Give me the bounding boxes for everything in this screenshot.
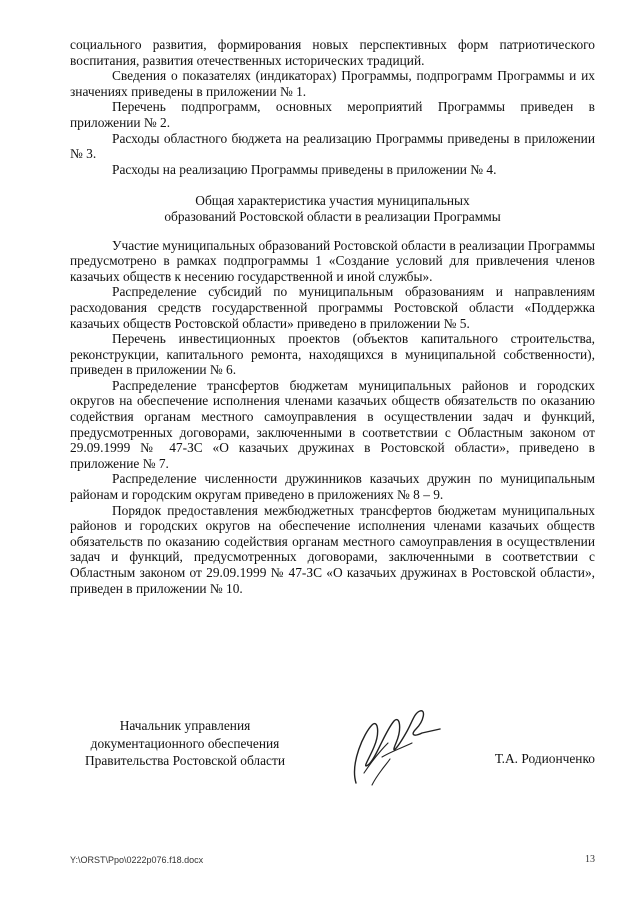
paragraph-subsidy-distribution: Распределение субсидий по муниципальным образованиям и направлениям расходования средств государственной программы Ростовской области «Поддержка казачьих обществ Ростовской области» приведено в приложении № 5. bbox=[70, 284, 595, 331]
paragraph-continuation: социального развития, формирования новых перспективных форм патриотического воспитания, развития отечественных исторических традиций. bbox=[70, 37, 595, 68]
paragraph-guard-numbers: Распределение численности дружинников казачьих дружин по муниципальным районам и городским округам приведено в приложениях № 8 – 9. bbox=[70, 471, 595, 503]
signatory-title-line-2: документационного обеспечения bbox=[90, 735, 280, 751]
paragraph-transfer-distribution: Распределение трансфертов бюджетам муниципальных районов и городских округов на обеспечение исполнения членами казачьих обществ обязательств по оказанию содействия органам местного самоуправления в осуществлении задач и функций, предусмотренных договорами, заключенными в соответствии с Областным законом от 29.09.1999 № 47-ЗС «О казачьих дружинах в Ростовской области», приведено в приложение № 7. bbox=[70, 377, 595, 471]
paragraph-subprograms: Перечень подпрограмм, основных мероприятий Программы приведен в приложении № 2. bbox=[70, 99, 595, 130]
paragraph-program-costs: Расходы на реализацию Программы приведены в приложении № 4. bbox=[112, 161, 497, 177]
file-path: Y:\ORST\Ppo\0222p076.f18.docx bbox=[70, 855, 204, 865]
paragraph-investment-projects: Перечень инвестиционных проектов (объектов капитального строительства, реконструкции, капитального ремонта, находящихся в муниципальной собственности), приведен в приложении № 6. bbox=[70, 331, 595, 378]
section-title-line-2: образований Ростовской области в реализации Программы bbox=[164, 208, 501, 224]
section-title bbox=[70, 193, 595, 224]
signatory-name: Т.А. Родионченко bbox=[494, 751, 595, 766]
page-number: 13 bbox=[585, 854, 595, 865]
paragraph-transfer-procedure: Порядок предоставления межбюджетных трансфертов бюджетам муниципальных районов и городских округов на обеспечение исполнения членами казачьих обществ обязательств по оказанию содействия органам местного самоуправления в осуществлении задач и функций, предусмотренных договорами, заключенными в соответствии с Областным законом от 29.09.1999 № 47-ЗС «О казачьих дружинах в Ростовской области», приведен в приложении № 10. bbox=[70, 502, 595, 596]
paragraph-regional-budget: Расходы областного бюджета на реализацию Программы приведены в приложении № 3. bbox=[70, 130, 595, 162]
document-body bbox=[70, 37, 595, 596]
signatory-title-line-3: Правительства Ростовской области bbox=[84, 753, 286, 768]
handwritten-signature bbox=[342, 703, 447, 793]
signatory-title-line-1: Начальник управления bbox=[119, 718, 251, 733]
paragraph-indicators: Сведения о показателях (индикаторах) Программы, подпрограмм Программы и их значениях приведены в приложении № 1. bbox=[70, 68, 595, 99]
paragraph-municipal-participation: Участие муниципальных образований Ростовской области в реализации Программы предусмотрено в рамках подпрограммы 1 «Создание условий для привлечения членов казачьих обществ к несению государственной и иной службы». bbox=[70, 237, 595, 284]
section-title-line-1: Общая характеристика участия муниципальных bbox=[195, 193, 470, 209]
signatory-title bbox=[70, 717, 300, 770]
